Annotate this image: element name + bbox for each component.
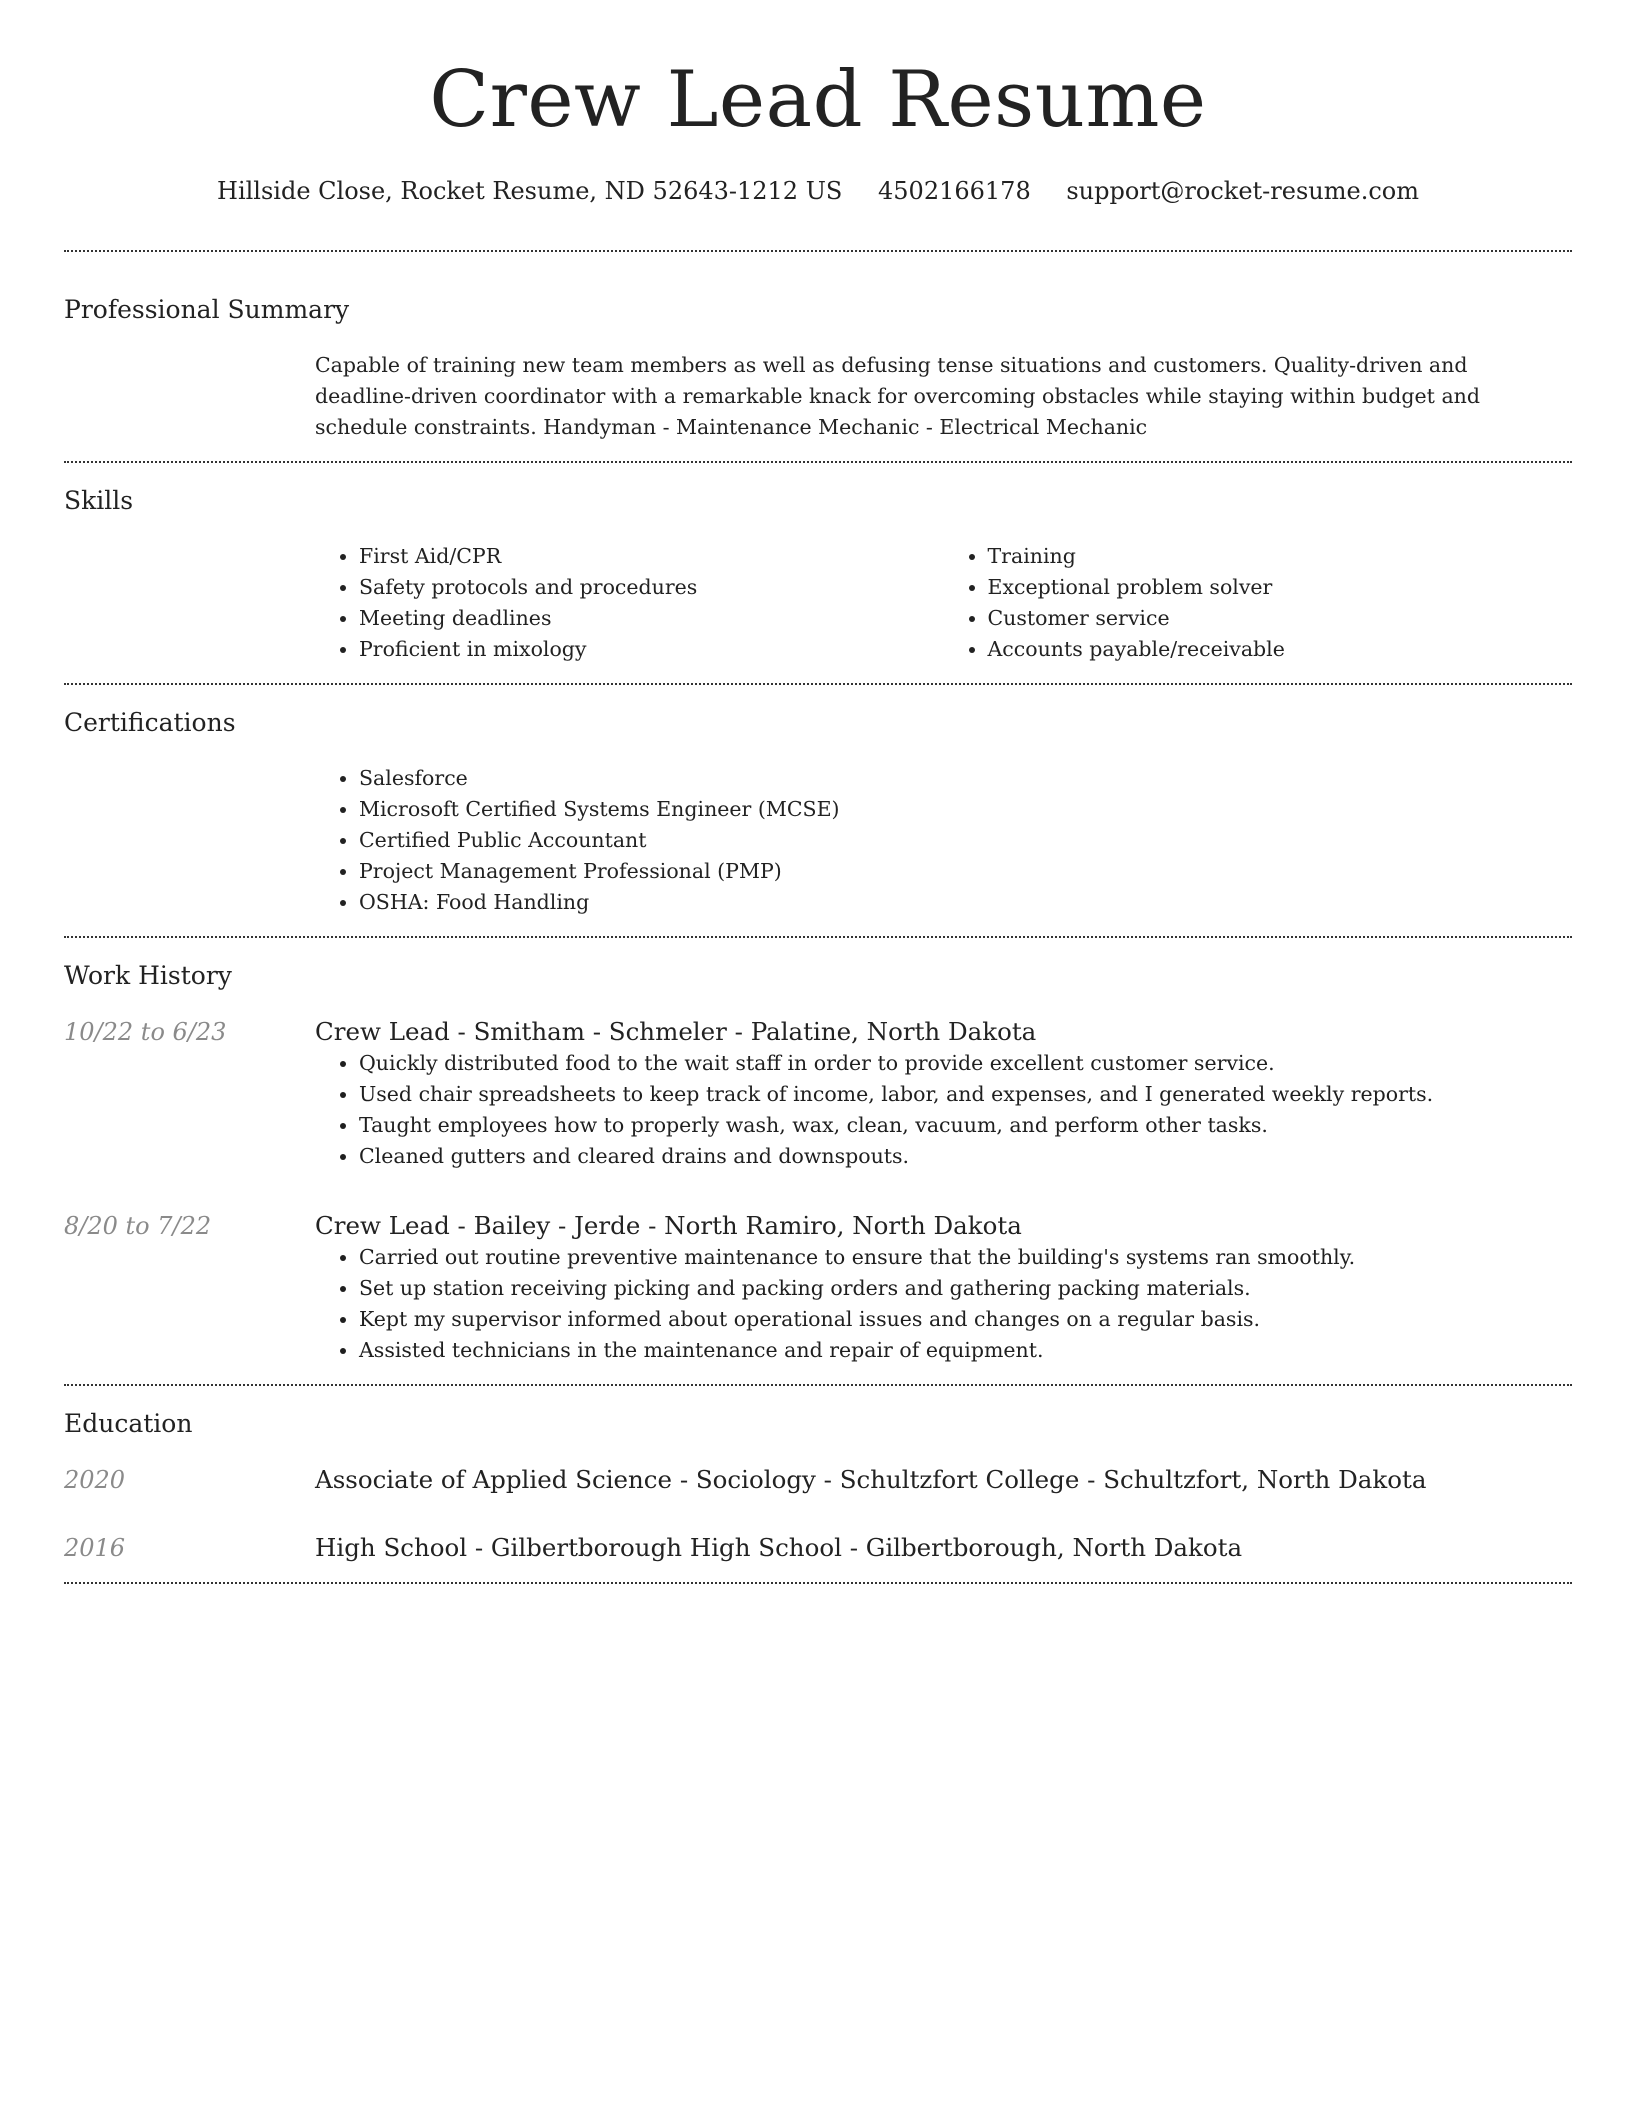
skill-item: • Customer service <box>988 603 1573 634</box>
job-bullet: • Cleaned gutters and cleared drains and downspouts. <box>359 1141 1572 1172</box>
skill-item: • Accounts payable/receivable <box>988 634 1573 665</box>
resume-header <box>64 0 1572 206</box>
skills-section <box>64 463 1572 683</box>
job-dates: 8/20 to 7/22 <box>64 1212 212 1240</box>
certification-item: • OSHA: Food Handling <box>359 887 1572 918</box>
skills-list-left <box>315 541 944 665</box>
job-bullet: • Taught employees how to properly wash, wax, clean, vacuum, and perform other tasks. <box>359 1110 1572 1141</box>
certification-item: • Project Management Professional (PMP) <box>359 856 1572 887</box>
section-title-work: Work History <box>64 961 232 990</box>
summary-section <box>64 252 1572 461</box>
job-entry <box>64 1016 1572 1172</box>
certification-item: • Certified Public Accountant <box>359 825 1572 856</box>
job-bullets <box>315 1242 1572 1366</box>
job-title: Crew Lead - Bailey - Jerde - North Ramiro, North Dakota <box>315 1211 1022 1240</box>
education-title: Associate of Applied Science - Sociology - Schultzfort College - Schultzfort, North Dakota <box>315 1465 1427 1494</box>
skill-item: • Meeting deadlines <box>359 603 944 634</box>
job-bullet: • Quickly distributed food to the wait staff in order to provide excellent customer service. <box>359 1048 1572 1079</box>
job-bullet: • Assisted technicians in the maintenance and repair of equipment. <box>359 1335 1572 1366</box>
skills-grid <box>315 541 1572 665</box>
certification-item: • Microsoft Certified Systems Engineer (MCSE) <box>359 794 1572 825</box>
certifications-section <box>64 685 1572 936</box>
education-entry <box>64 1464 1572 1496</box>
education-entry <box>64 1532 1572 1564</box>
job-dates: 10/22 to 6/23 <box>64 1018 227 1046</box>
summary-text: Capable of training new team members as well as defusing tense situations and customers. Quality-driven and deadline-driven coordinator with a remarkable knack for overcoming obstacles while staying within budget and schedule constraints. Handyman - Maintenance Mechanic - Electrical Mechanic <box>315 353 1480 439</box>
education-title: High School - Gilbertborough High School - Gilbertborough, North Dakota <box>315 1533 1243 1562</box>
resume-page <box>64 0 1572 1584</box>
section-title-summary: Professional Summary <box>64 295 350 324</box>
certification-item: • Salesforce <box>359 763 1572 794</box>
job-bullet: • Set up station receiving picking and packing orders and gathering packing materials. <box>359 1273 1572 1304</box>
contact-email: support@rocket-resume.com <box>1066 177 1419 205</box>
skill-item: • Training <box>988 541 1573 572</box>
education-details <box>315 1532 1572 1564</box>
contact-address: Hillside Close, Rocket Resume, ND 52643-1212 US <box>217 177 843 205</box>
skill-item: • Safety protocols and procedures <box>359 572 944 603</box>
job-title: Crew Lead - Smitham - Schmeler - Palatine, North Dakota <box>315 1017 1037 1046</box>
certifications-list <box>315 763 1572 918</box>
skill-item: • Exceptional problem solver <box>988 572 1573 603</box>
resume-title: Crew Lead Resume <box>429 55 1207 145</box>
summary-body <box>315 350 1572 443</box>
job-bullets <box>315 1048 1572 1172</box>
section-title-education: Education <box>64 1409 193 1438</box>
job-details <box>315 1016 1572 1172</box>
skills-list-right <box>944 541 1573 665</box>
work-section <box>64 938 1572 1384</box>
job-bullet: • Carried out routine preventive maintenance to ensure that the building's systems ran smoothly. <box>359 1242 1572 1273</box>
job-bullet: • Used chair spreadsheets to keep track of income, labor, and expenses, and I generated weekly reports. <box>359 1079 1572 1110</box>
job-bullet: • Kept my supervisor informed about operational issues and changes on a regular basis. <box>359 1304 1572 1335</box>
section-title-certifications: Certifications <box>64 708 236 737</box>
contact-phone: 4502166178 <box>878 177 1031 205</box>
job-entry <box>64 1210 1572 1366</box>
section-divider <box>64 1582 1572 1584</box>
contact-line <box>64 176 1572 206</box>
skill-item: • First Aid/CPR <box>359 541 944 572</box>
certifications-body <box>315 763 1572 918</box>
education-year: 2016 <box>64 1534 126 1562</box>
education-year: 2020 <box>64 1466 126 1494</box>
job-details <box>315 1210 1572 1366</box>
skill-item: • Proficient in mixology <box>359 634 944 665</box>
section-title-skills: Skills <box>64 486 134 515</box>
education-details <box>315 1464 1572 1496</box>
education-section <box>64 1386 1572 1582</box>
